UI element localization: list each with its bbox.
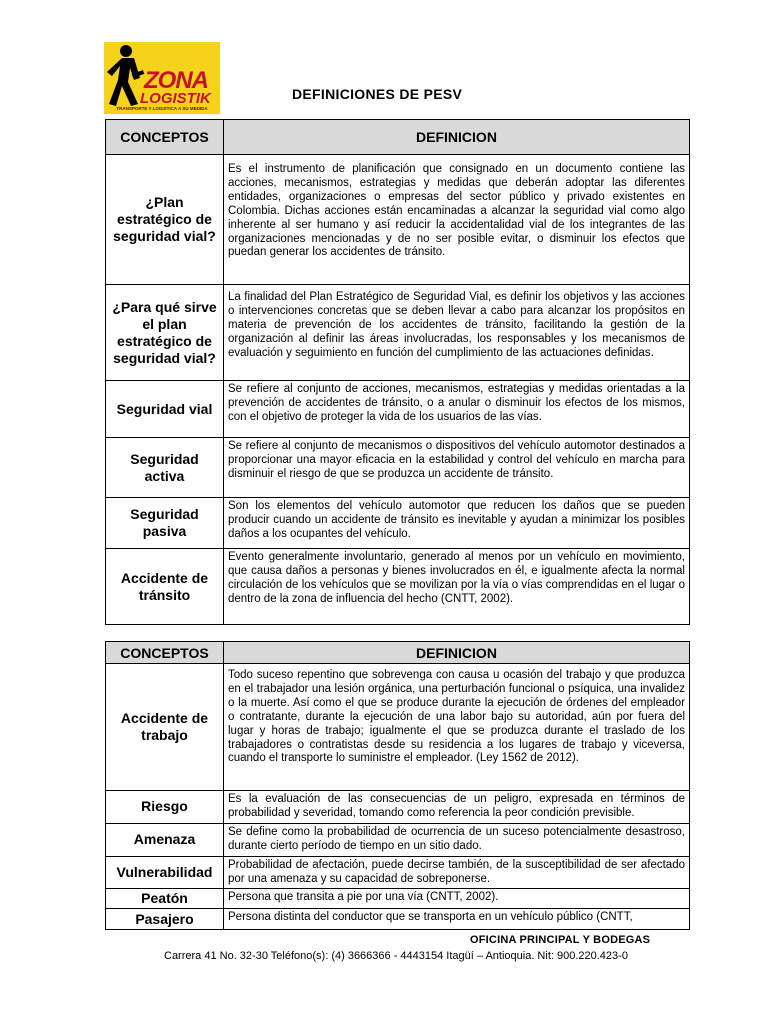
logo-word-zona: ZONA (144, 67, 208, 94)
column-header-conceptos: CONCEPTOS (106, 642, 224, 664)
table-header-row (106, 642, 690, 664)
concept-cell: Pasajero (106, 909, 224, 930)
document-title: DEFINICIONES DE PESV (292, 86, 463, 102)
logo-word-logistik: LOGISTIK (140, 90, 211, 107)
definition-cell: Evento generalmente involuntario, generado al menos por un vehículo en movimiento, que causa daños a personas y bienes involucrados en él, e igualmente afecta la normal circulación de los vehículos que se movilizan por la vía o vías comprendidas en el lugar o dentro de la zona de influencia del hecho (CNTT, 2002). (224, 549, 690, 625)
definition-cell: Es la evaluación de las consecuencias de un peligro, expresada en términos de probabilidad y severidad, tomando como referencia la peor condición previsible. (224, 791, 690, 824)
company-logo (104, 42, 220, 114)
concept-cell: Vulnerabilidad (106, 856, 224, 889)
table-header-row (106, 120, 690, 155)
concept-cell: Amenaza (106, 823, 224, 856)
concept-cell: Seguridad vial (106, 381, 224, 438)
definition-cell: Se refiere al conjunto de acciones, mecanismos, estrategias y medidas orientadas a la prevención de accidentes de tránsito, o a anular o disminuir los efectos de los mismos, con el objetivo de proteger la vida de los usuarios de las vías. (224, 381, 690, 438)
table-row (106, 549, 690, 625)
definition-cell: Persona distinta del conductor que se transporta en un vehículo público (CNTT, (224, 909, 690, 930)
footer-office-title: OFICINA PRINCIPAL Y BODEGAS (470, 934, 651, 946)
concept-cell: Accidente de tránsito (106, 549, 224, 625)
table-row (106, 155, 690, 285)
table-row (106, 664, 690, 791)
definition-cell: Todo suceso repentino que sobrevenga con causa u ocasión del trabajo y que produzca en el trabajador una lesión orgánica, una perturbación funcional o psíquica, una invalidez o la muerte. Así como el que se produce durante la ejecución de órdenes del empleador o contratante, durante la ejecución de una labor bajo su autoridad, aún por fuera del lugar y horas de trabajo; igualmente el que se produzca durante el traslado de los trabajadores o contratistas desde su residencia a los lugares de trabajo y viceversa, cuando el transporte lo suministre el empleador. (Ley 1562 de 2012). (224, 664, 690, 791)
definition-cell: La finalidad del Plan Estratégico de Seguridad Vial, es definir los objetivos y las acciones o intervenciones concretas que se deben llevar a cabo para alcanzar los propósitos en materia de prevención de los accidentes de tránsito, facilitando la gestión de la organización al definir las áreas involucradas, los responsables y los mecanismos de evaluación y seguimiento en función del cumplimiento de las actuaciones definidas. (224, 285, 690, 381)
definition-cell: Probabilidad de afectación, puede decirse también, de la susceptibilidad de ser afectado por una amenaza y su capacidad de sobreponerse. (224, 856, 690, 889)
definitions-table-1 (105, 119, 690, 625)
table-row (106, 856, 690, 889)
logo-tagline: TRANSPORTE Y LOGISTICA A SU MEDIDA (116, 106, 208, 111)
definitions-table-2 (105, 641, 690, 930)
table-row (106, 823, 690, 856)
table-row (106, 498, 690, 549)
concept-cell: ¿Para qué sirve el plan estratégico de seguridad vial? (106, 285, 224, 381)
concept-cell: Riesgo (106, 791, 224, 824)
column-header-conceptos: CONCEPTOS (106, 120, 224, 155)
table-row (106, 909, 690, 930)
concept-cell: ¿Plan estratégico de seguridad vial? (106, 155, 224, 285)
table-row (106, 438, 690, 498)
table-row (106, 285, 690, 381)
concept-cell: Seguridad activa (106, 438, 224, 498)
concept-cell: Accidente de trabajo (106, 664, 224, 791)
definition-cell: Son los elementos del vehículo automotor que reducen los daños que se pueden producir cuando un accidente de tránsito es inevitable y ayudan a minimizar los posibles daños a los ocupantes del vehículo. (224, 498, 690, 549)
definition-cell: Persona que transita a pie por una vía (CNTT, 2002). (224, 889, 690, 909)
concept-cell: Seguridad pasiva (106, 498, 224, 549)
column-header-definicion: DEFINICION (224, 642, 690, 664)
definition-cell: Se refiere al conjunto de mecanismos o dispositivos del vehículo automotor destinados a proporcionar una mayor eficacia en la estabilidad y control del vehículo en marcha para disminuir el riesgo de que se produzca un accidente de tránsito. (224, 438, 690, 498)
table-row (106, 889, 690, 909)
table-row (106, 381, 690, 438)
footer-address: Carrera 41 No. 32-30 Teléfono(s): (4) 3666366 - 4443154 Itagüí – Antioquia. Nit: 900.220.423-0 (164, 950, 628, 962)
definition-cell: Se define como la probabilidad de ocurrencia de un suceso potencialmente desastroso, durante cierto período de tiempo en un sitio dado. (224, 823, 690, 856)
table-row (106, 791, 690, 824)
definition-cell: Es el instrumento de planificación que consignado en un documento contiene las acciones, mecanismos, estrategias y medidas que deberán adoptar las diferentes entidades, organizaciones o empresas del sector público y privado existentes en Colombia. Dichas acciones están encaminadas a alcanzar la seguridad vial como algo inherente al ser humano y así reducir la accidentalidad vial de los integrantes de las organizaciones mencionadas y de no ser posible evitar, o disminuir los efectos que puedan generar los accidentes de tránsito. (224, 155, 690, 285)
column-header-definicion: DEFINICION (224, 120, 690, 155)
concept-cell: Peatón (106, 889, 224, 909)
